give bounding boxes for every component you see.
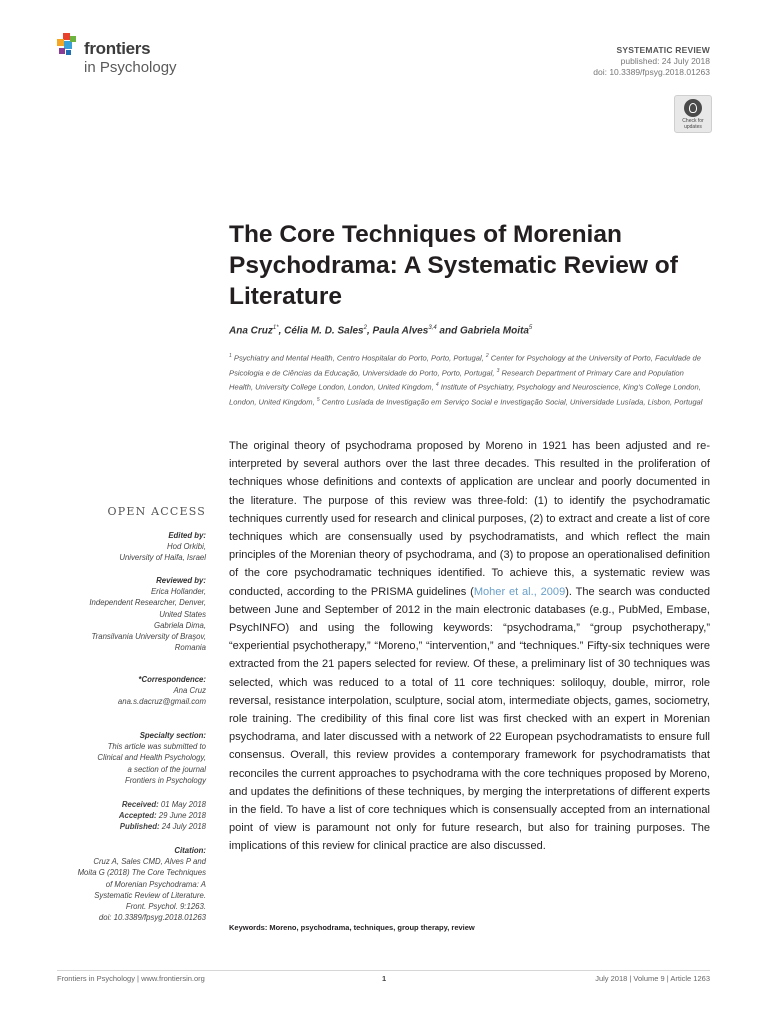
- citation-text: Moita G (2018) The Core Techniques: [77, 868, 206, 878]
- page-number: 1: [382, 974, 387, 983]
- specialty-text: Clinical and Health Psychology,: [97, 753, 206, 763]
- abstract-text: The original theory of psychodrama proposed by Moreno in 1921 has been adjusted and re-interpreted by several authors over the last three decades. This resulted in the proliferation of techniques whose definitions and contexts of application are unclear and poorly documented in the literature. The purpose of this review was three-fold: (1) to identify the psychodramatic techniques currently used for research and clinical purposes, (2) to extract and create a list of core techniques which are consensually used by psychodramatists, and which reflect the main principles of the Morenian theory of psychodrama, and (3) to propose an operationalised definition of the core psychodramatic techniques identified. To achieve this, a systematic review was conducted, according to the PRISMA guidelines (: [229, 440, 710, 598]
- published-date: published: 24 July 2018: [620, 56, 710, 66]
- affiliations: [229, 350, 709, 408]
- reviewed-by-block: [46, 575, 206, 653]
- edited-by-label: Edited by:: [168, 531, 206, 540]
- separator: ,: [366, 325, 373, 337]
- citation-text: Systematic Review of Literature.: [94, 890, 206, 900]
- reviewer-affiliation: Independent Researcher, Denver,: [89, 598, 206, 608]
- author-name[interactable]: Célia M. D. Sales: [284, 325, 364, 337]
- journal-name: in Psychology: [84, 59, 177, 76]
- citation-label: Citation:: [174, 846, 206, 855]
- author-superscript: 3,4: [428, 325, 437, 331]
- bookmark-icon: [684, 99, 702, 117]
- published-value: 24 July 2018: [159, 822, 206, 832]
- affiliation: Centro Lusíada de Investigação em Serviço Social e Investigação Social, Universidade Lusíada, Lisbon, Portugal: [319, 397, 703, 407]
- open-access-label: OPEN ACCESS: [107, 505, 206, 518]
- reviewer-affiliation: United States: [159, 609, 206, 619]
- footer-volume-info: July 2018 | Volume 9 | Article 1263: [595, 974, 710, 983]
- affiliation: Psychiatry and Mental Health, Centro Hospitalar do Porto, Porto, Portugal,: [231, 353, 486, 363]
- reviewed-by-label: Reviewed by:: [156, 576, 206, 585]
- specialty-block: [46, 730, 206, 786]
- article-type: SYSTEMATIC REVIEW: [616, 45, 710, 55]
- accepted-date: [46, 810, 206, 821]
- editor-name[interactable]: Hod Orkibi,: [167, 542, 206, 552]
- correspondence-label: *Correspondence:: [138, 675, 206, 684]
- check-for-updates-button[interactable]: [674, 95, 712, 133]
- author-name[interactable]: Paula Alves: [372, 325, 429, 337]
- published-label: Published:: [119, 822, 160, 832]
- citation-block: [46, 845, 206, 923]
- specialty-text: Frontiers in Psychology: [124, 775, 206, 785]
- abstract: [229, 437, 710, 856]
- paper-title: The Core Techniques of Morenian Psychodrama: A Systematic Review of Literature: [229, 221, 678, 310]
- author-name[interactable]: Gabriela Moita: [460, 325, 529, 337]
- correspondence-block: [46, 674, 206, 708]
- abstract-text: ). The search was conducted between June and September of 2012 in the main electronic databases (e.g., PubMed, Embase, PsychINFO) and using the following keywords: “psychodrama,” “group psychotherapy,” “experiential psychotherapy,” “Moreno,” “intervention,” and “techniques.” Fifty-six techniques were extracted from the 21 papers selected for review. Of these, a preliminary list of 30 techniques was selected, which was reduced to a total of 11 core techniques: soliloquy, double, mirror, role reversal, resistance interpolation, sculpture, social atom, intermediate objects, games, sociometry, role training. The credibility of this final core list was first checked with an expert in Morenian psychodrama, and later discussed with a network of 22 European psychodramatists to ensure full consensus. Overall, this review provides a contemporary framework for psychodramatists that reconciles the current approaches to psychodrama with the core techniques proposed by Moreno, and updates the definitions of these techniques, by merging the interpretations of different experts in the field. To have a list of core techniques which is consensually accepted from an international point of view is paramount not only for future research, but also for training purposes. The implications of this review for clinical practice are also discussed.: [229, 585, 710, 853]
- affiliation: Center for Psychology at the University of Porto, Faculdade de Psicologia e de Ciências da Educação, Universidade do Porto, Porto, Portugal,: [229, 353, 701, 378]
- accepted-value: 29 June 2018: [156, 811, 206, 821]
- reviewer-name[interactable]: Erica Hollander,: [150, 587, 206, 597]
- received-label: Received:: [121, 800, 159, 809]
- author-superscript: 1*: [272, 325, 279, 331]
- keywords: [229, 923, 710, 932]
- check-updates-label: Check for updates: [682, 118, 704, 130]
- specialty-text: This article was submitted to: [107, 742, 206, 752]
- keywords-label: Keywords:: [229, 923, 268, 932]
- citation-text: of Morenian Psychodrama: A: [105, 879, 206, 889]
- citation-doi[interactable]: doi: 10.3389/fpsyg.2018.01263: [98, 913, 206, 923]
- citation-text: Cruz A, Sales CMD, Alves P and: [93, 857, 206, 867]
- separator: ,: [278, 325, 285, 337]
- author-name[interactable]: Ana Cruz: [229, 325, 273, 337]
- correspondence-email[interactable]: ana.s.dacruz@gmail.com: [117, 697, 206, 707]
- affil-number: 2: [485, 353, 489, 359]
- frontiers-logo-icon: [57, 33, 81, 63]
- affiliation: Institute of Psychiatry, Psychology and Neuroscience, King's College London, London, United Kingdom,: [229, 382, 701, 407]
- editor-affiliation: University of Haifa, Israel: [119, 553, 206, 563]
- keywords-text: Moreno, psychodrama, techniques, group therapy, review: [267, 923, 475, 932]
- edited-by-block: [46, 530, 206, 564]
- reviewer-affiliation: Transilvania University of Braşov,: [91, 632, 206, 642]
- specialty-text: a section of the journal: [127, 764, 206, 774]
- reviewer-name[interactable]: Gabriela Dima,: [154, 620, 206, 630]
- affil-number: 1: [229, 353, 232, 359]
- received-date: [46, 799, 206, 810]
- journal-logo: [57, 33, 207, 79]
- author-list: [229, 325, 709, 336]
- published-date-side: [46, 821, 206, 832]
- citation-link[interactable]: Moher et al., 2009: [473, 585, 566, 598]
- author-superscript: 2: [363, 325, 367, 331]
- reviewer-affiliation: Romania: [174, 643, 206, 653]
- affiliation: Research Department of Primary Care and Population Health, University College London, London, United Kingdom,: [229, 368, 684, 392]
- doi-link[interactable]: doi: 10.3389/fpsyg.2018.01263: [593, 67, 710, 77]
- brand-name: frontiers: [84, 39, 151, 58]
- affil-number: 5: [316, 396, 320, 403]
- dates-block: [46, 799, 206, 833]
- specialty-label: Specialty section:: [139, 731, 206, 740]
- separator: and: [436, 325, 460, 337]
- accepted-label: Accepted:: [118, 811, 157, 821]
- correspondence-name: Ana Cruz: [173, 686, 206, 696]
- author-superscript: 5: [528, 325, 533, 331]
- affil-number: 4: [435, 382, 439, 389]
- footer-divider: [57, 970, 710, 971]
- received-value: 01 May 2018: [158, 800, 206, 809]
- affil-number: 3: [496, 367, 500, 374]
- citation-text: Front. Psychol. 9:1263.: [125, 902, 206, 912]
- footer-journal-link[interactable]: Frontiers in Psychology | www.frontiersin.org: [57, 974, 205, 983]
